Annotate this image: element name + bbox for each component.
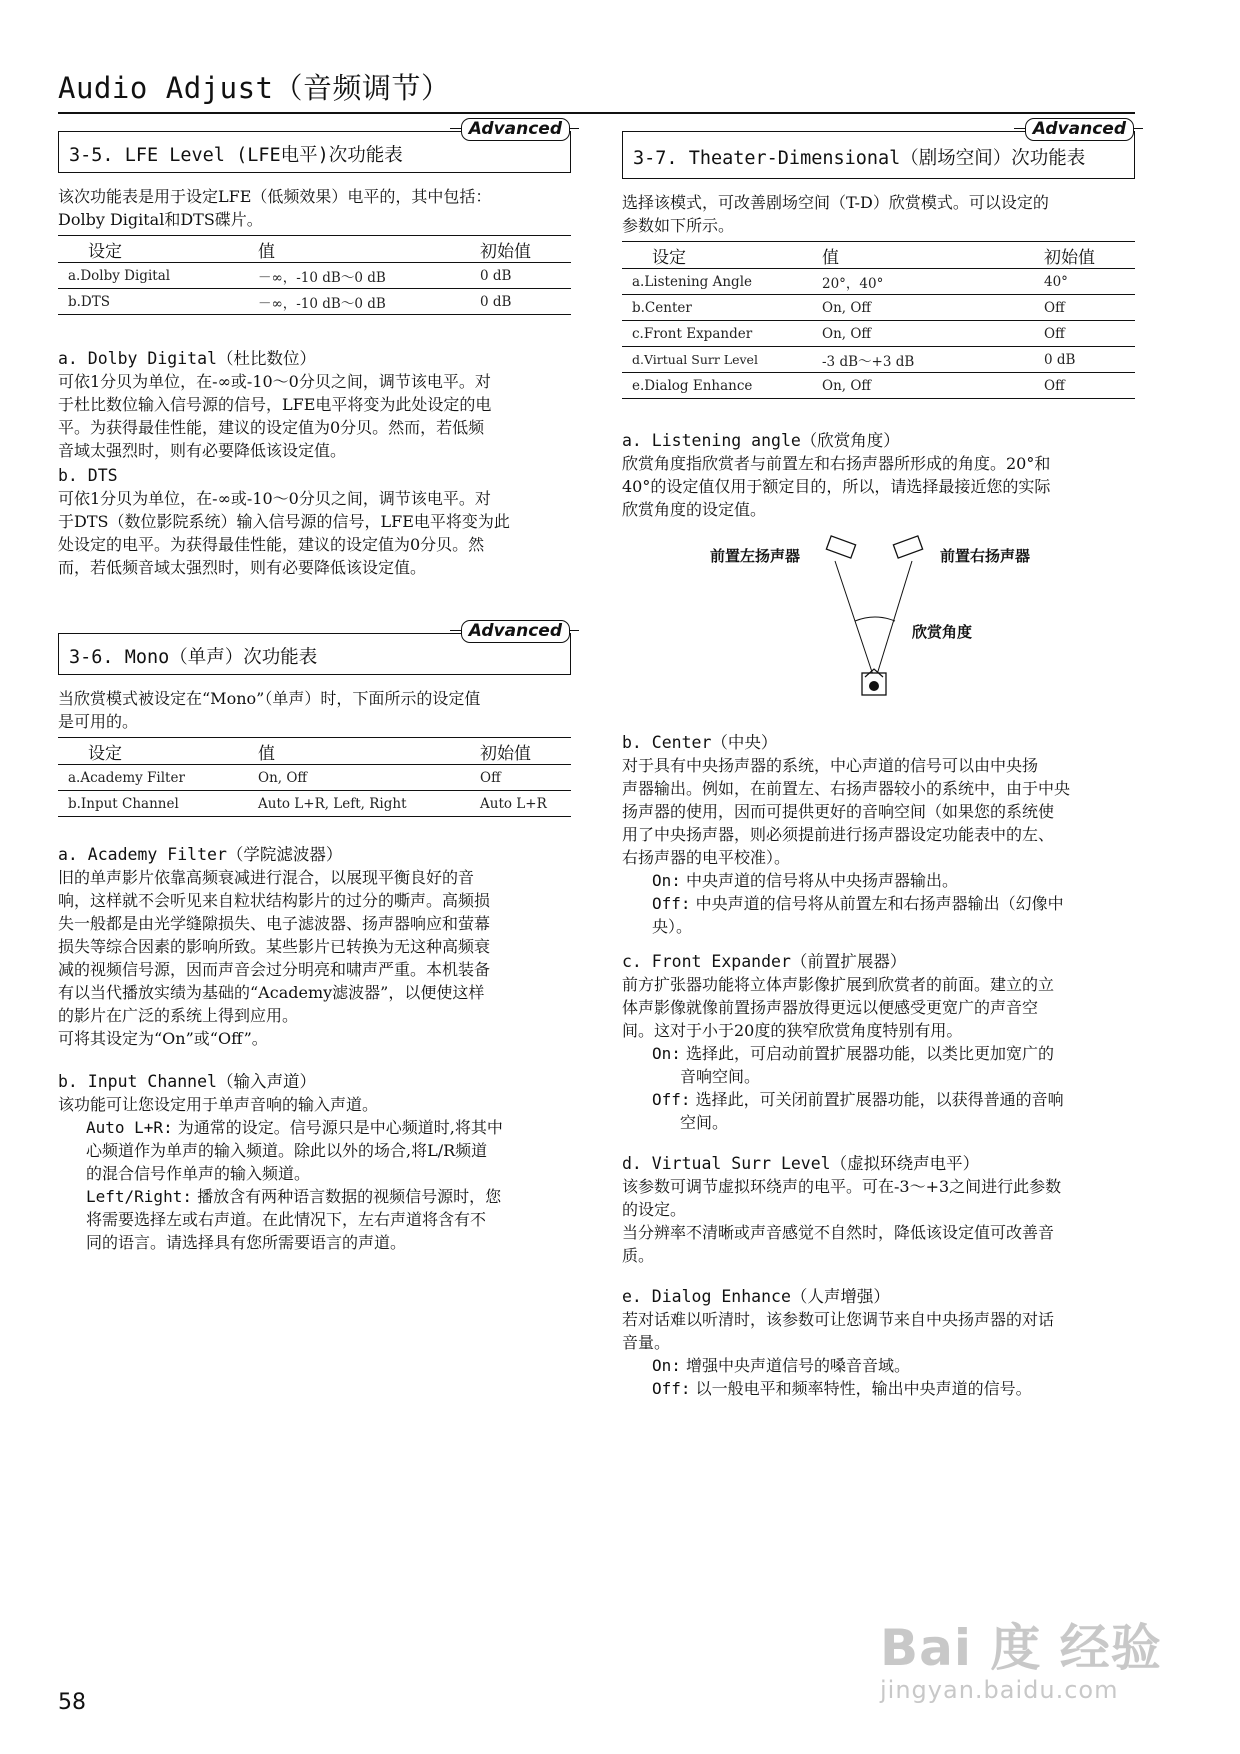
cell-value: On, Off: [822, 295, 1044, 321]
left-column: [58, 119, 571, 1254]
mono-a-text-5: 减的视频信号源，因而声音会过分明亮和啸声严重。本机装备: [58, 960, 491, 979]
angle-arc: [855, 617, 895, 621]
table-header-row: [58, 738, 571, 765]
cell-value: Auto L+R, Left, Right: [258, 791, 480, 817]
mono-a-text-4: 损失等综合因素的影响所致。某些影片已转换为无这种高频衰: [58, 937, 491, 956]
off-text-1: 中央声道的信号将从前置左和右扬声器输出（幻像中: [695, 894, 1064, 913]
mono-a-text-6: 有以当代播放实绩为基础的“Academy滤波器”，以便使这样: [58, 983, 485, 1002]
cell-default: Off: [1044, 373, 1135, 399]
lfe-heading: 3-5. LFE Level (LFE电平)次功能表: [69, 145, 403, 166]
front-right-label: 前置右扬声器: [940, 547, 1031, 565]
advanced-badge: Advanced: [1025, 118, 1134, 141]
on-text: 增强中央声道信号的嗓音音域。: [686, 1356, 911, 1375]
lr-label: Left/Right:: [86, 1187, 192, 1206]
td-b-text-4: 用了中央扬声器，则必须提前进行扬声器设定功能表中的左、: [622, 825, 1055, 844]
cell-setting: b.Center: [622, 295, 822, 321]
td-b-off-line-2: 央）。: [652, 917, 693, 936]
off-label: Off:: [652, 894, 691, 913]
td-b-text-1: 对于具有中央扬声器的系统，中心声道的信号可以由中央扬: [622, 756, 1039, 775]
lfe-a-text-3: 平。为获得最佳性能，建议的设定值为0分贝。然而，若低频: [58, 418, 485, 437]
mono-heading-box: [58, 621, 571, 675]
lfe-intro-2: Dolby Digital和DTS碟片。: [58, 210, 263, 229]
col-header-default: 初始值: [1044, 242, 1135, 269]
td-e-off-line: [622, 1377, 1135, 1400]
td-d-text-1: 该参数可调节虚拟环绕声的电平。可在-3～+3之间进行此参数: [622, 1177, 1062, 1196]
cell-setting: c.Front Expander: [622, 321, 822, 347]
mono-auto-line-2: 心频道作为单声的输入频道。除此以外的场合,将L/R频道: [86, 1141, 488, 1160]
lfe-intro-1: 该次功能表是用于设定LFE（低频效果）电平的，其中包括：: [58, 187, 492, 206]
cell-value: 20°，40°: [822, 269, 1044, 295]
watermark-brand: Bai 度 经验: [880, 1619, 1162, 1677]
mono-auto-line-3: 的混合信号作单声的输入频道。: [86, 1164, 311, 1183]
col-header-default: 初始值: [480, 738, 571, 765]
td-d-text-2: 的设定。: [622, 1200, 687, 1219]
td-b-text-5: 右扬声器的电平校准）。: [622, 848, 791, 867]
angle-label: 欣赏角度: [912, 623, 973, 641]
td-b-off-line-1: [622, 892, 1135, 915]
td-b-text-3: 扬声器的使用，因而可提供更好的音响空间（如果您的系统使: [622, 802, 1055, 821]
cell-value: －∞，-10 dB～0 dB: [258, 263, 480, 289]
cell-setting: a.Academy Filter: [58, 765, 258, 791]
td-b-title: b. Center（中央）: [622, 733, 778, 752]
cell-default: Auto L+R: [480, 791, 571, 817]
on-label: On:: [652, 871, 681, 890]
mono-lr-line-2: 将需要选择左或右声道。在此情况下，左右声道将含有不: [86, 1210, 487, 1229]
advanced-badge: Advanced: [461, 118, 570, 141]
lfe-table: [58, 235, 571, 315]
right-sight-line: [875, 561, 912, 681]
col-header-setting: 设定: [58, 738, 258, 765]
cell-setting: a.Dolby Digital: [58, 263, 258, 289]
col-header-setting: 设定: [622, 242, 822, 269]
mono-a-text-1: 旧的单声影片依靠高频衰减进行混合，以展现平衡良好的音: [58, 868, 475, 887]
td-c-text-2: 体声影像就像前置扬声器放得更远以便感受更宽广的声音空: [622, 998, 1039, 1017]
col-header-setting: 设定: [58, 236, 258, 263]
title-divider: [58, 112, 1135, 114]
cell-setting: b.DTS: [58, 289, 258, 315]
off-label: Off:: [652, 1090, 691, 1109]
off-text-1: 选择此，可关闭前置扩展器功能，以获得普通的音响: [695, 1090, 1064, 1109]
td-c-text-3: 间。这对于小于20度的狭窄欣赏角度特别有用。: [622, 1021, 963, 1040]
table-row: [622, 373, 1135, 399]
cell-default: Off: [480, 765, 571, 791]
table-row: [58, 263, 571, 289]
td-a-text-2: 40°的设定值仅用于额定目的，所以，请选择最接近您的实际: [622, 477, 1051, 496]
mono-a-title: a. Academy Filter（学院滤波器）: [58, 845, 343, 864]
td-c-text-1: 前方扩张器功能将立体声影像扩展到欣赏者的前面。建立的立: [622, 975, 1055, 994]
cell-value: On, Off: [258, 765, 480, 791]
cell-value: -3 dB～+3 dB: [822, 347, 1044, 373]
cell-setting: b.Input Channel: [58, 791, 258, 817]
mono-lr-line-3: 同的语言。请选择具有您所需要语言的声道。: [86, 1233, 407, 1252]
lfe-a-title: a. Dolby Digital（杜比数位）: [58, 349, 316, 368]
listening-angle-diagram: [622, 531, 1135, 701]
page-number: 58: [58, 1690, 86, 1715]
td-a-text-3: 欣赏角度的设定值。: [622, 500, 767, 519]
td-d-text-3: 当分辨率不清晰或声音感觉不自然时，降低该设定值可改善音: [622, 1223, 1055, 1242]
col-header-value: 值: [822, 242, 1044, 269]
lfe-b-text-3: 处设定的电平。为获得最佳性能，建议的设定值为0分贝。然: [58, 535, 485, 554]
off-text: 以一般电平和频率特性，输出中央声道的信号。: [695, 1379, 1032, 1398]
lfe-a-text-4: 音域太强烈时，则有必要降低该设定值。: [58, 441, 347, 460]
cell-default: Off: [1044, 321, 1135, 347]
baidu-jingyan-watermark: [880, 1608, 1162, 1704]
table-row: [58, 765, 571, 791]
td-d-text-4: 质。: [622, 1246, 655, 1265]
lfe-a-text-1: 可依1分贝为单位，在-∞或-10～0分贝之间，调节该电平。对: [58, 372, 491, 391]
table-header-row: [622, 242, 1135, 269]
td-e-text-2: 音量。: [622, 1333, 671, 1352]
col-header-default: 初始值: [480, 236, 571, 263]
td-intro-2: 参数如下所示。: [622, 216, 735, 235]
on-text-1: 选择此，可启动前置扩展器功能，以类比更加宽广的: [686, 1044, 1055, 1063]
cell-value: On, Off: [822, 321, 1044, 347]
cell-default: 0 dB: [480, 289, 571, 315]
td-e-title: e. Dialog Enhance（人声增强）: [622, 1287, 890, 1306]
td-table: [622, 241, 1135, 399]
front-left-speaker-icon: [826, 536, 855, 558]
lfe-heading-box: [58, 119, 571, 173]
watermark-url: jingyan.baidu.com: [880, 1676, 1119, 1704]
td-c-on-line-2: 音响空间。: [680, 1067, 761, 1086]
lfe-b-text-1: 可依1分贝为单位，在-∞或-10～0分贝之间，调节该电平。对: [58, 489, 491, 508]
td-heading: 3-7. Theater-Dimensional（剧场空间）次功能表: [633, 148, 1086, 169]
td-b-text-2: 声器输出。例如，在前置左、右扬声器较小的系统中，由于中央: [622, 779, 1071, 798]
td-intro-1: 选择该模式，可改善剧场空间（T-D）欣赏模式。可以设定的: [622, 193, 1049, 212]
front-right-speaker-icon: [893, 536, 922, 558]
lr-text-1: 播放含有两种语言数据的视频信号源时，您: [197, 1187, 502, 1206]
mono-table: [58, 737, 571, 817]
cell-value: －∞，-10 dB～0 dB: [258, 289, 480, 315]
lfe-a-text-2: 于杜比数位输入信号源的信号，LFE电平将变为此处设定的电: [58, 395, 492, 414]
cell-setting: a.Listening Angle: [622, 269, 822, 295]
mono-a-text-2: 响，这样就不会听见来自粒状结构影片的过分的嘶声。高频损: [58, 891, 491, 910]
td-b-on-line: [622, 869, 1135, 892]
right-column: [622, 119, 1135, 1400]
lfe-b-text-4: 而，若低频音域太强烈时，则有必要降低该设定值。: [58, 558, 427, 577]
td-e-on-line: [622, 1354, 1135, 1377]
on-text: 中央声道的信号将从中央扬声器输出。: [686, 871, 959, 890]
on-label: On:: [652, 1356, 681, 1375]
td-d-title: d. Virtual Surr Level（虚拟环绕声电平）: [622, 1154, 980, 1173]
mono-intro-2: 是可用的。: [58, 712, 139, 731]
td-a-title: a. Listening angle（欣赏角度）: [622, 431, 900, 450]
mono-a-text-7: 的影片在广泛的系统上得到应用。: [58, 1006, 299, 1025]
cell-default: 40°: [1044, 269, 1135, 295]
table-row: [622, 295, 1135, 321]
td-c-on-line-1: [622, 1042, 1135, 1065]
cell-setting: e.Dialog Enhance: [622, 373, 822, 399]
advanced-badge: Advanced: [461, 620, 570, 643]
table-row: [622, 269, 1135, 295]
td-heading-box: [622, 119, 1135, 179]
table-row: [58, 791, 571, 817]
cell-default: 0 dB: [480, 263, 571, 289]
listener-icon: [862, 669, 886, 695]
on-label: On:: [652, 1044, 681, 1063]
col-header-value: 值: [258, 236, 480, 263]
td-c-off-line-2: 空间。: [680, 1113, 729, 1132]
auto-text-1: 为通常的设定。信号源只是中心频道时,将其中: [177, 1118, 503, 1137]
lfe-b-title: b. DTS: [58, 466, 118, 485]
cell-default: Off: [1044, 295, 1135, 321]
auto-label: Auto L+R:: [86, 1118, 173, 1137]
off-label: Off:: [652, 1379, 691, 1398]
table-row: [58, 289, 571, 315]
mono-b-text: 该功能可让您设定用于单声音响的输入声道。: [58, 1095, 379, 1114]
table-header-row: [58, 236, 571, 263]
table-row: [622, 347, 1135, 373]
mono-heading: 3-6. Mono（单声）次功能表: [69, 647, 318, 668]
td-c-title: c. Front Expander（前置扩展器）: [622, 952, 907, 971]
col-header-value: 值: [258, 738, 480, 765]
mono-a-text-8: 可将其设定为“On”或“Off”。: [58, 1029, 268, 1048]
cell-value: On, Off: [822, 373, 1044, 399]
angle-diagram-svg: [622, 531, 1135, 701]
mono-intro-1: 当欣赏模式被设定在“Mono”（单声）时，下面所示的设定值: [58, 689, 481, 708]
page-title: Audio Adjust（音频调节）: [58, 71, 451, 105]
mono-lr-line-1: [58, 1185, 571, 1208]
td-a-text-1: 欣赏角度指欣赏者与前置左和右扬声器所形成的角度。20°和: [622, 454, 1051, 473]
cell-default: 0 dB: [1044, 347, 1135, 373]
mono-b-title: b. Input Channel（输入声道）: [58, 1072, 316, 1091]
cell-setting: d.Virtual Surr Level: [622, 347, 822, 373]
td-e-text-1: 若对话难以听清时，该参数可让您调节来自中央扬声器的对话: [622, 1310, 1055, 1329]
front-left-label: 前置左扬声器: [710, 547, 801, 565]
mono-auto-line-1: [58, 1116, 571, 1139]
lfe-b-text-2: 于DTS（数位影院系统）输入信号源的信号，LFE电平将变为此: [58, 512, 510, 531]
table-row: [622, 321, 1135, 347]
td-c-off-line-1: [622, 1088, 1135, 1111]
mono-a-text-3: 失一般都是由光学缝隙损失、电子滤波器、扬声器响应和萤幕: [58, 914, 491, 933]
